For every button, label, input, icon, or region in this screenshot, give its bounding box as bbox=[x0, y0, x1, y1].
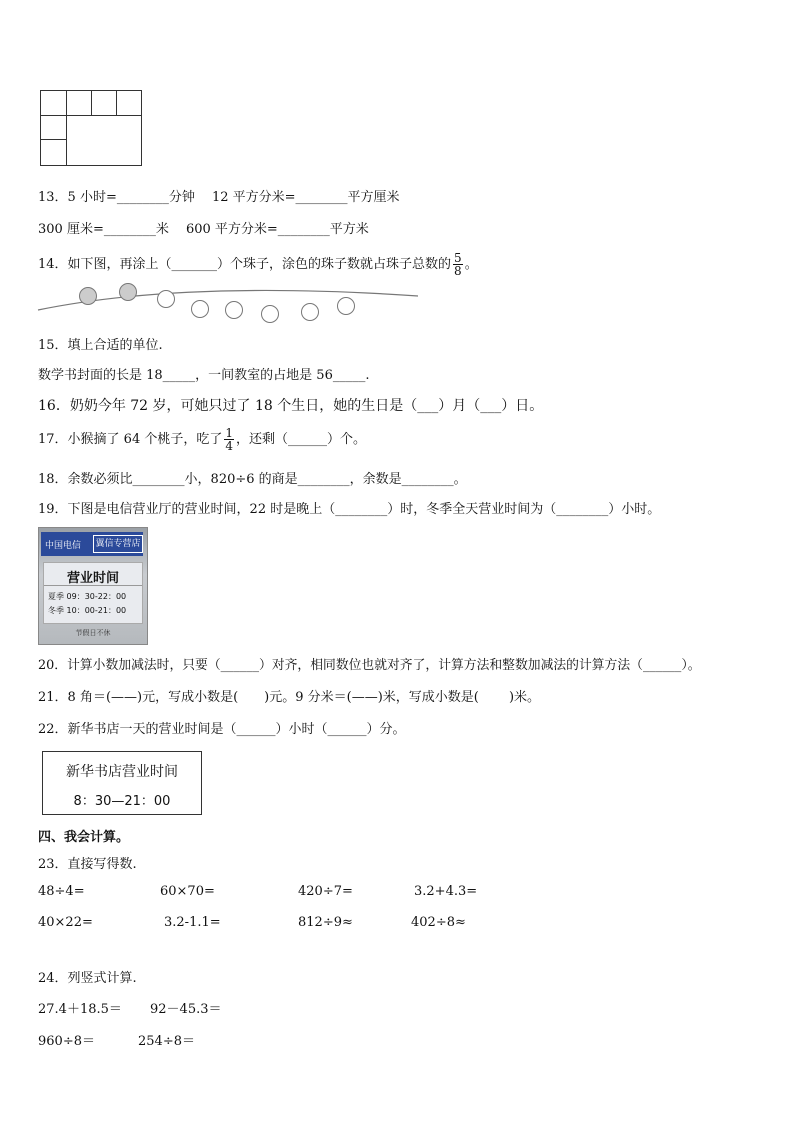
q21-question: 21．8 角＝(——)元，写成小数是( )元。9 分米＝(——)米，写成小数是( )米。 bbox=[38, 690, 541, 705]
section-title: 四、我会计算。 bbox=[38, 830, 130, 845]
q14-frac-den: 8 bbox=[454, 264, 462, 278]
q24-title: 24．列竖式计算. bbox=[38, 971, 137, 986]
summer-hours: 夏季 09：30-22：00 bbox=[48, 592, 127, 601]
bookstore-box-time: 8：30—21：00 bbox=[73, 794, 171, 809]
q17-frac-den: 4 bbox=[225, 439, 233, 453]
q17-text-after: ，还剩（______）个。 bbox=[236, 432, 367, 447]
empty-bead bbox=[226, 302, 243, 319]
q24-row2-item2: 254÷8＝ bbox=[138, 1034, 195, 1049]
q14-fraction bbox=[453, 252, 463, 277]
q23-row1-item1: 48÷4= bbox=[38, 884, 85, 899]
q23-row1-item2: 60×70= bbox=[160, 884, 215, 899]
q24-row1-item2: 92－45.3＝ bbox=[150, 1002, 222, 1017]
q22-question: 22．新华书店一天的营业时间是（______）小时（______）分。 bbox=[38, 722, 406, 737]
q17-question bbox=[38, 424, 366, 456]
empty-bead bbox=[192, 301, 209, 318]
shaded-bead bbox=[80, 288, 97, 305]
q14-frac-num: 5 bbox=[454, 251, 462, 265]
holiday-note: 节假日不休 bbox=[75, 629, 111, 637]
brand-label: 中国电信 bbox=[45, 541, 82, 551]
empty-bead bbox=[262, 306, 279, 323]
q23-row1-item3: 420÷7= bbox=[298, 884, 353, 899]
q23-row2-item4: 402÷8≈ bbox=[411, 915, 466, 930]
bookstore-hours-box bbox=[42, 751, 202, 815]
q23-row2-item2: 3.2-1.1= bbox=[164, 915, 221, 930]
empty-bead bbox=[158, 291, 175, 308]
q14-question bbox=[38, 248, 478, 282]
q23-title: 23．直接写得数. bbox=[38, 857, 137, 872]
q18-question: 18．余数必须比________小，820÷6 的商是________，余数是________。 bbox=[38, 472, 467, 487]
bookstore-box-title: 新华书店营业时间 bbox=[66, 764, 178, 780]
q24-row1-item1: 27.4＋18.5＝ bbox=[38, 1002, 122, 1017]
shaded-bead bbox=[120, 284, 137, 301]
q23-row2-item3: 812÷9≈ bbox=[298, 915, 353, 930]
store-label: 翼信专营店 bbox=[93, 535, 143, 553]
grid-figure bbox=[40, 90, 142, 166]
sign-panel bbox=[43, 562, 143, 624]
sign-title: 营业时间 bbox=[66, 571, 119, 586]
q23-row2-item1: 40×22= bbox=[38, 915, 93, 930]
q19-question: 19．下图是电信营业厅的营业时间，22 时是晚上（________）时，冬季全天营业时间为（________）小时。 bbox=[38, 502, 661, 517]
empty-bead bbox=[338, 298, 355, 315]
q14-text-after: 。 bbox=[464, 257, 478, 272]
q15-line: 数学书封面的长是 18_____，一间教室的占地是 56_____. bbox=[38, 368, 370, 383]
q24-row2-item1: 960÷8＝ bbox=[38, 1034, 95, 1049]
winter-hours: 冬季 10：00-21：00 bbox=[48, 606, 127, 615]
empty-bead bbox=[302, 304, 319, 321]
q17-frac-num: 1 bbox=[225, 426, 233, 440]
q23-row1-item4: 3.2+4.3= bbox=[414, 884, 478, 899]
q20-question: 20．计算小数加减法时，只要（______）对齐，相同数位也就对齐了，计算方法和整数加减法的计算方法（______）。 bbox=[38, 658, 701, 673]
q16-question: 16．奶奶今年 72 岁，可她只过了 18 个生日，她的生日是（___）月（___）日。 bbox=[38, 398, 544, 414]
telecom-hours-sign bbox=[38, 527, 148, 645]
q13-line2: 300 厘米=________米 600 平方分米=________平方米 bbox=[38, 222, 369, 237]
q17-text-before: 17．小猴摘了 64 个桃子，吃了 bbox=[38, 432, 223, 447]
q17-fraction bbox=[224, 427, 234, 452]
q14-text-before: 14．如下图，再涂上（_______）个珠子，涂色的珠子数就占珠子总数的 bbox=[38, 257, 452, 272]
beads-figure bbox=[34, 282, 424, 326]
q15-title: 15．填上合适的单位. bbox=[38, 338, 163, 353]
sign-header bbox=[41, 532, 143, 556]
q13-line1: 13．5 小时=________分钟 12 平方分米=________平方厘米 bbox=[38, 190, 400, 205]
